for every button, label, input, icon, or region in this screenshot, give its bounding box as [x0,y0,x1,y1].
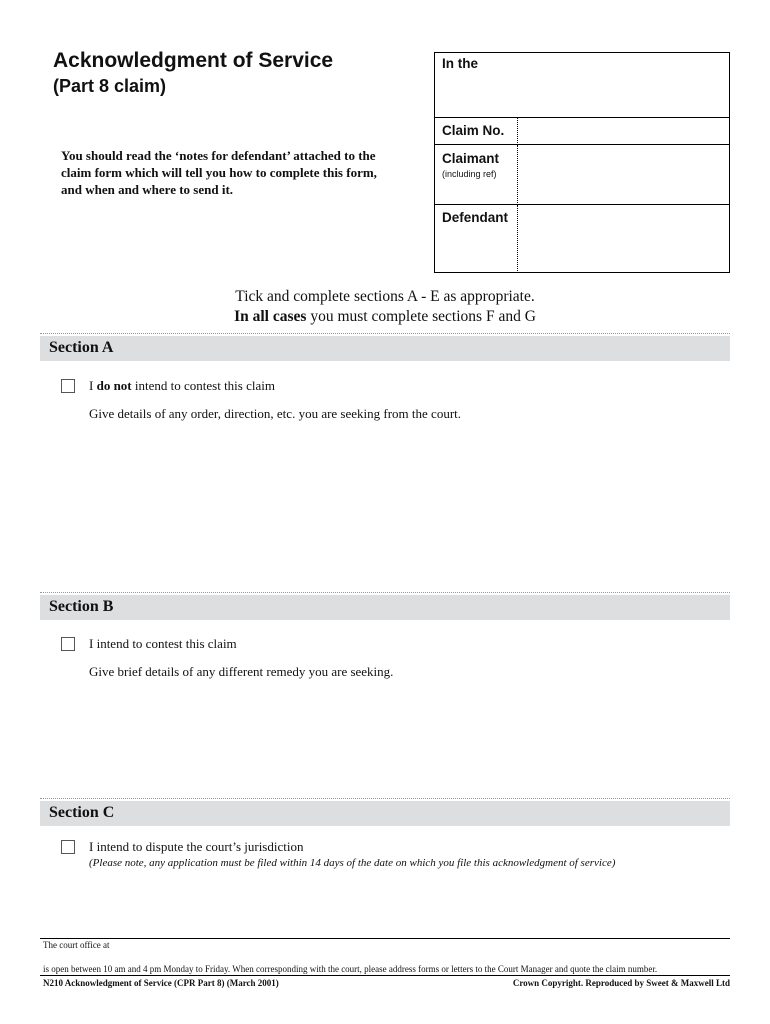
claimant-row [435,144,729,205]
section-b-hint: Give brief details of any different remedy you are seeking. [89,664,394,679]
instructions-line-1: Tick and complete sections A - E as appropriate. [235,288,535,305]
section-a-hint: Give details of any order, direction, etc. you are seeking from the court. [89,406,462,421]
section-c-title: Section C [49,804,115,821]
defendant-field[interactable] [517,205,729,273]
defendant-label: Defendant [442,210,509,225]
divider [40,798,730,799]
court-details-box [434,52,730,273]
section-a-option-emphasis: do not [96,378,132,393]
claim-number-label: Claim No. [442,123,505,138]
section-b-title: Section B [49,598,114,615]
section-c-option: I intend to dispute the court’s jurisdiction [89,839,304,854]
claimant-sublabel: (including ref) [442,169,497,179]
section-a-option-post: intend to contest this claim [131,378,275,393]
claim-number-row [435,117,729,145]
section-a-option [89,378,275,394]
court-office-label: The court office at [43,940,110,950]
form-title: Acknowledgment of Service [53,49,334,72]
divider [40,592,730,593]
court-name-field[interactable] [435,53,729,117]
footer-divider [40,975,730,976]
section-b-option: I intend to contest this claim [89,636,237,651]
form-identifier: N210 Acknowledgment of Service (CPR Part 8) (March 2001) [43,978,279,988]
defendant-row [435,204,729,273]
instructions-emphasis: In all cases [234,308,307,325]
section-c-checkbox[interactable] [61,840,75,854]
section-b-header [40,595,730,620]
claim-number-field[interactable] [517,118,729,145]
section-a-title: Section A [49,339,114,356]
section-b-checkbox[interactable] [61,637,75,651]
section-c-header [40,801,730,826]
court-hours-text: is open between 10 am and 4 pm Monday to Friday. When corresponding with the court, please address forms or letters to the Court Manager and quote the claim number. [43,964,658,974]
section-a-checkbox[interactable] [61,379,75,393]
section-a-details-area[interactable] [89,428,729,588]
claimant-label: Claimant [442,151,500,166]
defendant-notes-instruction: You should read the ‘notes for defendant’ attached to the claim form which will tell you how to complete this form, and when and where to send it. [61,148,377,197]
footer-divider [40,938,730,939]
section-a-header [40,336,730,361]
section-b-details-area[interactable] [89,686,729,796]
section-a-option-pre: I [89,378,97,393]
claimant-field[interactable] [517,145,729,205]
in-the-label: In the [442,56,478,71]
section-c-note: (Please note, any application must be filed within 14 days of the date on which you file this acknowledgment of service) [89,857,616,869]
divider [40,333,730,334]
instructions-line-2 [0,308,770,326]
form-subtitle: (Part 8 claim) [53,76,167,96]
instructions-rest: you must complete sections F and G [306,308,536,325]
copyright-notice: Crown Copyright. Reproduced by Sweet & Maxwell Ltd [512,978,730,988]
